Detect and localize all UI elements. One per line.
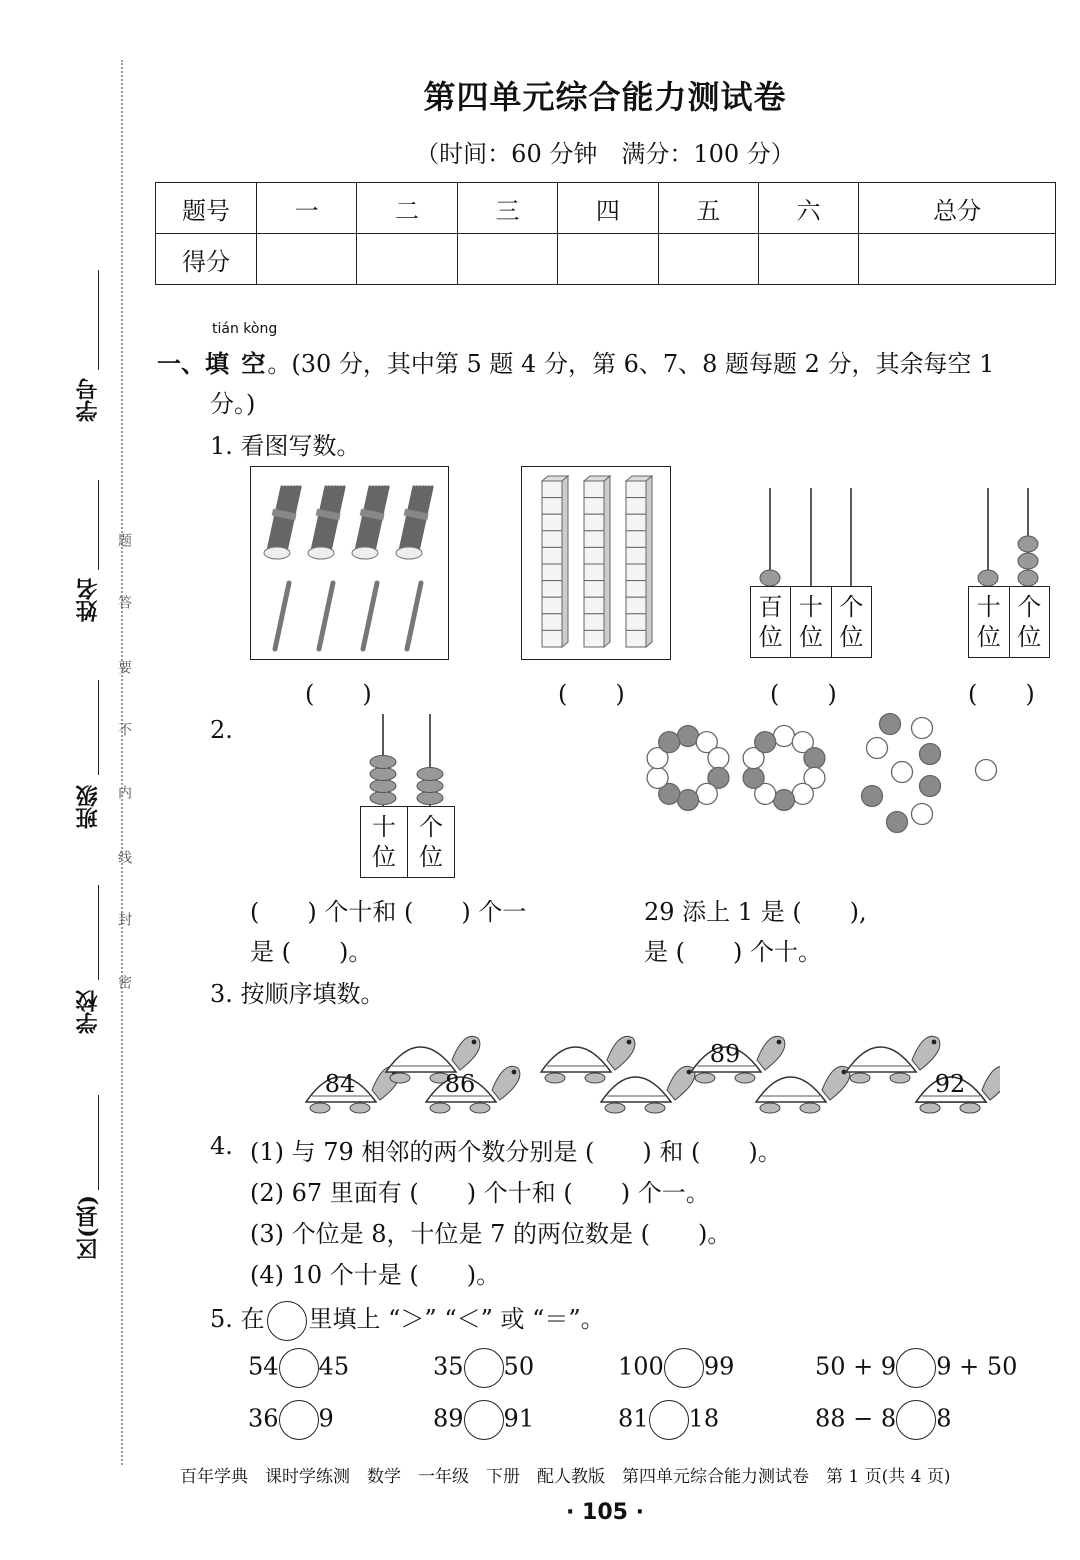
- single-bead: [976, 760, 997, 781]
- compare-circle-input[interactable]: [896, 1400, 936, 1440]
- score-cell[interactable]: [558, 234, 658, 285]
- score-header-cell: 三: [457, 183, 557, 234]
- compare-left: 54: [248, 1352, 279, 1381]
- score-header-cell: 四: [558, 183, 658, 234]
- place-char: 位: [839, 623, 864, 651]
- turtle-number: 84: [324, 1070, 356, 1098]
- compare-right: 9 + 50: [936, 1352, 1018, 1381]
- turtle: [306, 1066, 400, 1113]
- compare-circle-input[interactable]: [279, 1400, 319, 1440]
- q4-line-3: (3) 个位是 8，十位是 7 的两位数是 ( )。: [250, 1220, 732, 1248]
- binding-char: 线: [116, 850, 132, 864]
- compare-right: 99: [703, 1352, 735, 1381]
- side-blank-student-id[interactable]: [98, 270, 99, 370]
- section1-heading: [157, 344, 994, 379]
- compare-item: [248, 1400, 334, 1440]
- section1-pinyin: tián kòng: [212, 321, 278, 337]
- abacus-rods-icon: [968, 486, 1050, 588]
- q4-line-2: (2) 67 里面有 ( ) 个十和 ( ) 个一。: [250, 1179, 710, 1207]
- compare-item: [815, 1348, 1017, 1388]
- q2-right-line2: 是 ( ) 个十。: [644, 938, 822, 966]
- place-char: 位: [976, 623, 1001, 651]
- section1-number: 一、: [157, 349, 205, 378]
- cube-column: [626, 476, 652, 647]
- place-char: 位: [798, 623, 823, 651]
- score-cell[interactable]: [859, 234, 1056, 285]
- score-header-cell: 题号: [156, 183, 257, 234]
- cube-column: [584, 476, 610, 647]
- q1-cubes-picture: [521, 466, 671, 660]
- score-table: [155, 182, 1056, 285]
- q1-bundles-picture: [250, 466, 449, 660]
- q2-right-line1: 29 添上 1 是 ( ),: [644, 898, 867, 926]
- q1-answer-blank[interactable]: ( ): [770, 680, 837, 708]
- place-tens: [361, 807, 408, 877]
- abacus-place-labels: [750, 586, 872, 658]
- stick-bundles-icon: [251, 467, 448, 659]
- compare-right: 45: [318, 1352, 350, 1381]
- section1-description: 。(30 分，其中第 5 题 4 分，第 6、7、8 题每题 2 分，其余每空 1: [267, 350, 995, 378]
- binding-char: 内: [116, 785, 132, 799]
- stick-bundle: [264, 487, 300, 559]
- compare-circle-input[interactable]: [279, 1348, 319, 1388]
- q5-label-num: 5. 在: [210, 1305, 265, 1333]
- compare-circle-icon: [267, 1301, 307, 1341]
- place-char: 十: [976, 593, 1001, 621]
- place-tens: [969, 587, 1010, 657]
- place-char: 个: [419, 813, 443, 841]
- page-footer: 百年学典 课时学练测 数学 一年级 下册 配人教版 第四单元综合能力测试卷 第 1 页(共 4 页): [180, 1467, 951, 1487]
- binding-char: 封: [116, 912, 132, 926]
- turtle-number: 86: [444, 1070, 476, 1098]
- compare-left: 50 + 9: [815, 1352, 897, 1381]
- side-label-student-id: 学号: [75, 378, 101, 422]
- stick-bundle: [308, 487, 344, 559]
- score-cell[interactable]: [257, 234, 357, 285]
- binding-dotted-line: [121, 60, 123, 1465]
- place-ones: [832, 587, 871, 657]
- bead-ring: [647, 726, 729, 811]
- compare-left: 88 − 8: [815, 1404, 897, 1433]
- compare-item: [433, 1348, 534, 1388]
- place-ones: [408, 807, 454, 877]
- binding-char: 题: [116, 533, 132, 547]
- exam-title: 第四单元综合能力测试卷: [423, 78, 787, 116]
- compare-item: [618, 1400, 719, 1440]
- compare-left: 81: [618, 1404, 649, 1433]
- compare-right: 8: [936, 1404, 952, 1433]
- place-char: 位: [758, 623, 783, 651]
- exam-subtitle: （时间：60 分钟 满分：100 分）: [415, 140, 795, 168]
- place-char: 十: [798, 593, 823, 621]
- compare-right: 91: [503, 1404, 535, 1433]
- compare-item: [433, 1400, 534, 1440]
- score-cell[interactable]: [457, 234, 557, 285]
- side-blank-class[interactable]: [98, 680, 99, 775]
- abacus-place-labels: [968, 586, 1050, 658]
- single-stick: [363, 583, 377, 649]
- stick-bundle: [396, 487, 432, 559]
- compare-left: 100: [618, 1352, 664, 1381]
- side-label-class: 班级: [75, 785, 101, 829]
- place-char: 个: [839, 593, 864, 621]
- score-cell[interactable]: [357, 234, 457, 285]
- q1-abacus-hundreds: [750, 486, 872, 658]
- place-tens: [791, 587, 831, 657]
- turtle: [691, 1036, 785, 1083]
- place-char: 位: [372, 843, 396, 871]
- place-char: 十: [372, 813, 396, 841]
- section1-name: 填 空: [205, 349, 268, 378]
- compare-circle-input[interactable]: [664, 1348, 704, 1388]
- side-label-name: 姓名: [75, 578, 101, 622]
- cube-column: [542, 476, 568, 647]
- side-blank-name[interactable]: [98, 480, 99, 570]
- score-header-cell: 六: [758, 183, 858, 234]
- compare-left: 36: [248, 1404, 279, 1433]
- q1-label: 1. 看图写数。: [210, 432, 361, 460]
- compare-circle-input[interactable]: [896, 1348, 936, 1388]
- score-header-cell: 一: [257, 183, 357, 234]
- turtle-number: 92: [934, 1070, 966, 1098]
- score-table-header-row: [156, 183, 1056, 234]
- compare-circle-input[interactable]: [464, 1348, 504, 1388]
- place-ones: [1010, 587, 1050, 657]
- binding-char: 答: [116, 595, 132, 609]
- side-label-school: 学校: [75, 990, 101, 1034]
- compare-circle-input[interactable]: [464, 1400, 504, 1440]
- q2-abacus: [360, 712, 455, 878]
- single-stick: [319, 583, 333, 649]
- cube-columns-icon: [522, 467, 670, 659]
- place-char: 百: [758, 593, 783, 621]
- bead-ring: [743, 726, 825, 811]
- page-number: · 105 ·: [566, 1500, 644, 1525]
- binding-char: 密: [116, 975, 132, 989]
- binding-char: 不: [116, 722, 132, 736]
- score-header-cell: 二: [357, 183, 457, 234]
- turtle: [846, 1036, 940, 1083]
- q5-label: [210, 1299, 605, 1341]
- single-stick: [407, 583, 421, 649]
- compare-item: [248, 1348, 349, 1388]
- q5-label-rest: 里填上 “＞” “＜” 或 “＝”。: [308, 1305, 605, 1333]
- q1-answer-blank[interactable]: ( ): [305, 680, 372, 708]
- compare-item: [815, 1400, 951, 1440]
- place-char: 位: [1017, 623, 1042, 651]
- turtle-number: 89: [709, 1040, 741, 1068]
- turtle: [541, 1036, 635, 1083]
- place-char: 位: [419, 843, 443, 871]
- q4-line-4: (4) 10 个十是 ( )。: [250, 1261, 501, 1289]
- side-blank-school[interactable]: [98, 885, 99, 980]
- score-row-label: 得分: [156, 234, 257, 285]
- score-table-score-row: [156, 234, 1056, 285]
- side-label-district: 区(县): [75, 1195, 101, 1260]
- turtle: [916, 1066, 1000, 1113]
- compare-left: 35: [433, 1352, 464, 1381]
- single-stick: [275, 583, 289, 649]
- compare-left: 89: [433, 1404, 464, 1433]
- score-cell[interactable]: [758, 234, 858, 285]
- place-hundreds: [751, 587, 791, 657]
- q4-line-1: (1) 与 79 相邻的两个数分别是 ( ) 和 ( )。: [250, 1138, 782, 1166]
- section1-description-cont: 分。): [210, 390, 256, 418]
- score-header-cell: 五: [658, 183, 758, 234]
- bead-ring: [862, 714, 941, 833]
- compare-circle-input[interactable]: [649, 1400, 689, 1440]
- abacus-rods-icon: [360, 712, 455, 808]
- turtle: [756, 1066, 850, 1113]
- q1-abacus-tens: [968, 486, 1050, 658]
- score-header-cell: 总分: [859, 183, 1056, 234]
- abacus-place-labels: [360, 806, 455, 878]
- q2-left-line1: ( ) 个十和 ( ) 个一: [250, 898, 527, 926]
- q4-label: 4.: [210, 1132, 233, 1160]
- stick-bundle: [352, 487, 388, 559]
- side-blank-district[interactable]: [98, 1095, 99, 1190]
- q2-left-line2: 是 ( )。: [250, 938, 373, 966]
- place-char: 个: [1017, 593, 1042, 621]
- turtle-sequence-icon: [270, 1008, 1000, 1120]
- abacus-rods-icon: [750, 486, 872, 588]
- compare-item: [618, 1348, 734, 1388]
- compare-right: 18: [688, 1404, 720, 1433]
- q1-answer-blank[interactable]: ( ): [968, 680, 1035, 708]
- q3-label: 3. 按顺序填数。: [210, 980, 385, 1008]
- q2-label: 2.: [210, 716, 233, 744]
- bead-rings-icon: [640, 710, 1010, 840]
- compare-right: 50: [503, 1352, 535, 1381]
- turtle: [601, 1066, 695, 1113]
- binding-char: 要: [116, 660, 132, 674]
- q1-answer-blank[interactable]: ( ): [558, 680, 625, 708]
- score-cell[interactable]: [658, 234, 758, 285]
- compare-right: 9: [318, 1404, 334, 1433]
